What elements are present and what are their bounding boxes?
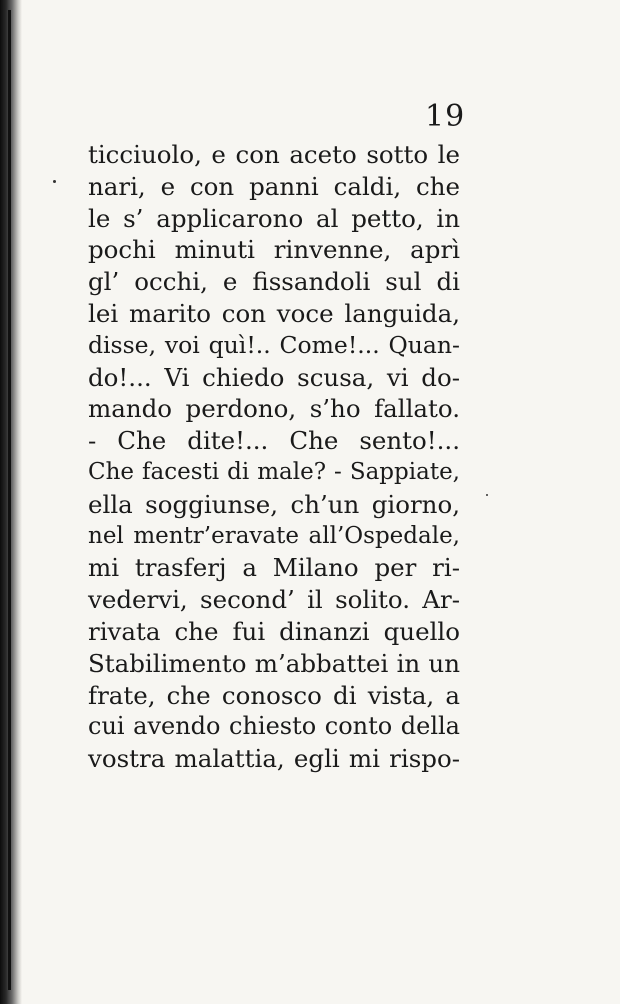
- text-line: ella soggiunse, ch’un giorno,: [88, 489, 460, 519]
- binding-shadow-line: [8, 10, 11, 990]
- text-line: Stabilimento m’abbattei in un: [88, 648, 460, 678]
- text-line: vostra malattia, egli mi rispo-: [88, 744, 460, 774]
- body-text: [88, 139, 460, 775]
- text-line: lei marito con voce languida,: [88, 298, 460, 328]
- text-line: le s’ applicarono al petto, in: [88, 203, 460, 233]
- text-line: mando perdono, s’ho fallato.: [88, 394, 460, 424]
- text-line: nari, e con panni caldi, che: [88, 171, 460, 201]
- text-line: pochi minuti rinvenne, aprì: [88, 235, 460, 265]
- text-line: rivata che fui dinanzi quello: [88, 616, 460, 646]
- text-line: frate, che conosco di vista, a: [88, 680, 460, 710]
- text-line: vedervi, second’ il solito. Ar-: [88, 585, 460, 615]
- text-line: nel mentr’eravate all’Ospedale,: [88, 522, 460, 549]
- page-number: 19: [425, 99, 466, 134]
- text-line: - Che dite!... Che sento!...: [88, 426, 460, 456]
- page-binding-edge: [0, 0, 22, 1004]
- print-speck: [53, 180, 56, 183]
- text-line: ticciuolo, e con aceto sotto le: [88, 140, 460, 169]
- text-line: disse, voi quì!.. Come!... Quan-: [88, 330, 460, 359]
- text-line: do!... Vi chiedo scusa, vi do-: [88, 362, 460, 392]
- text-line: Che facesti di male? - Sappiate,: [88, 458, 460, 485]
- text-line: mi trasferj a Milano per ri-: [88, 553, 460, 583]
- print-speck: [486, 494, 488, 496]
- text-line: gl’ occhi, e fissandoli sul di: [88, 267, 460, 297]
- text-line: cui avendo chiesto conto della: [88, 712, 460, 741]
